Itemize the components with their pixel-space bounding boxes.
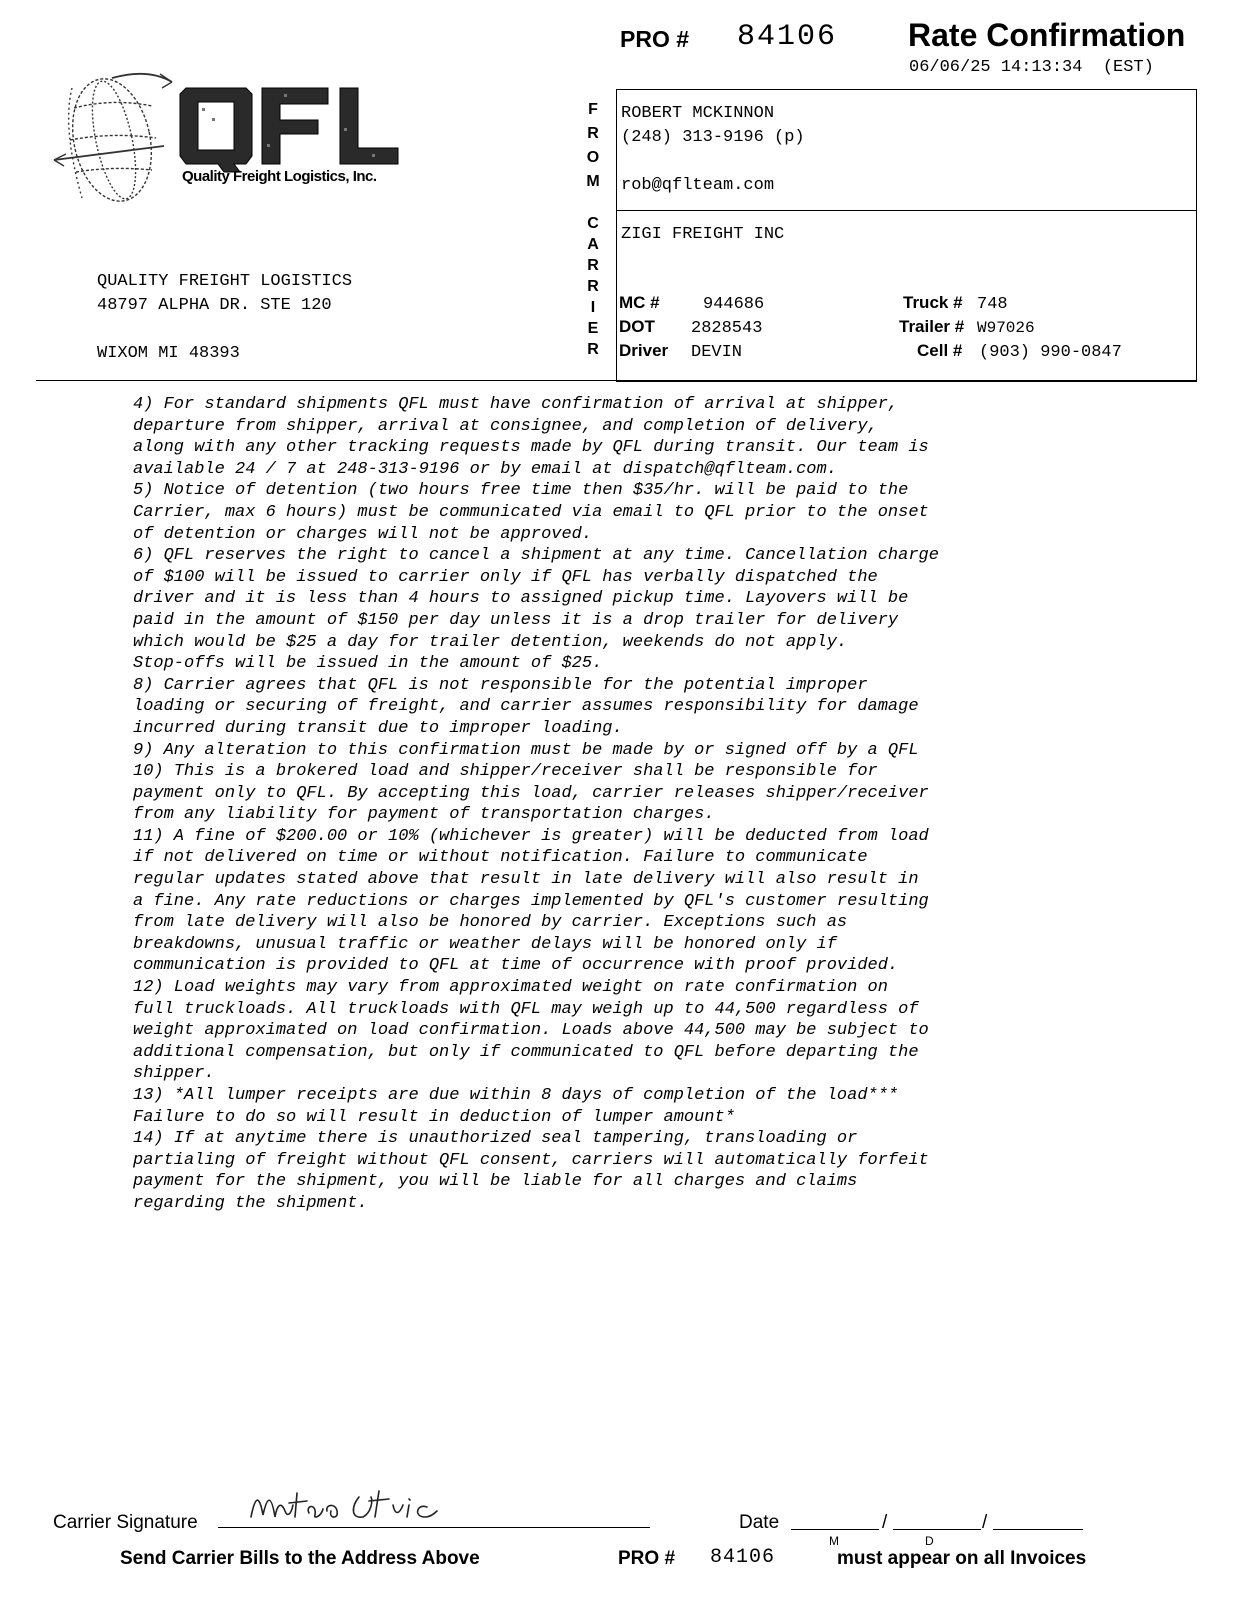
carrier-name: ZIGI FREIGHT INC [621, 225, 785, 244]
date-slash-2: / [982, 1512, 988, 1533]
terms-line: breakdowns, unusual traffic or weather delays will be honored only if [133, 934, 837, 954]
terms-line: if not delivered on time or without notification. Failure to communicate [133, 848, 868, 868]
carrier-vertical-label: C A R R I E R [587, 215, 599, 358]
handwritten-signature [247, 1487, 457, 1529]
terms-line: incurred during transit due to improper loading. [133, 718, 623, 738]
from-vertical-label: F R O M [586, 101, 600, 190]
company-street: 48797 ALPHA DR. STE 120 [97, 296, 332, 315]
footer-pro-label: PRO # [618, 1548, 676, 1569]
terms-line: 10) This is a brokered load and shipper/receiver shall be responsible for [133, 762, 878, 782]
date-day-line[interactable] [893, 1529, 981, 1530]
terms-line: which would be $25 a day for trailer detention, weekends do not apply. [133, 632, 848, 652]
terms-line: 9) Any alteration to this confirmation must be made by or signed off by a QFL [133, 740, 919, 760]
terms-line: regular updates stated above that result in late delivery will also result in [133, 870, 919, 890]
terms-line: full truckloads. All truckloads with QFL may weigh up to 44,500 regardless of [133, 999, 919, 1019]
driver-label: Driver [619, 341, 669, 360]
document-title: Rate Confirmation [908, 17, 1186, 53]
mc-label: MC # [619, 293, 660, 312]
terms-line: Stop-offs will be issued in the amount of $25. [133, 654, 603, 674]
date-year-line[interactable] [993, 1529, 1083, 1530]
terms-line: 11) A fine of $200.00 or 10% (whichever is greater) will be deducted from load [133, 826, 929, 846]
terms-line: 8) Carrier agrees that QFL is not responsible for the potential improper [133, 675, 868, 695]
terms-line: 14) If at anytime there is unauthorized seal tampering, transloading or [133, 1129, 858, 1149]
pro-number: 84106 [737, 20, 838, 54]
terms-line: partialing of freight without QFL consent, carriers will automatically forfeit [133, 1150, 929, 1170]
terms-line: 6) QFL reserves the right to cancel a shipment at any time. Cancellation charge [133, 546, 939, 566]
from-email: rob@qflteam.com [621, 176, 775, 195]
cell-value: (903) 990-0847 [979, 343, 1122, 362]
date-slash-1: / [882, 1512, 888, 1533]
cell-label: Cell # [917, 341, 963, 360]
terms-line: departure from shipper, arrival at consignee, and completion of delivery, [133, 416, 878, 436]
terms-line: of $100 will be issued to carrier only if QFL has verbally dispatched the [133, 567, 878, 587]
day-label: D [925, 1534, 934, 1548]
terms-line: 4) For standard shipments QFL must have confirmation of arrival at shipper, [133, 395, 899, 414]
terms-line: payment only to QFL. By accepting this load, carrier releases shipper/receiver [133, 783, 929, 803]
company-city: WIXOM MI 48393 [97, 344, 240, 363]
terms-line: 12) Load weights may vary from approximated weight on rate confirmation on [133, 978, 888, 998]
terms-line: of detention or charges will not be approved. [133, 524, 593, 544]
terms-line: driver and it is less than 4 hours to assigned pickup time. Layovers will be [133, 589, 909, 609]
logo-tagline: Quality Freight Logistics, Inc. [182, 168, 377, 185]
truck-label: Truck # [903, 293, 963, 312]
terms-line: 13) *All lumper receipts are due within 8 days of completion of the load*** [133, 1086, 899, 1105]
terms-line: regarding the shipment. [133, 1193, 368, 1213]
terms-line: Failure to do so will result in deduction of lumper amount* [133, 1107, 735, 1127]
trailer-value: W97026 [977, 319, 1035, 337]
truck-value: 748 [977, 295, 1008, 314]
terms-line: weight approximated on load confirmation. Loads above 44,500 may be subject to [133, 1021, 929, 1041]
terms-line: along with any other tracking requests made by QFL during transit. Our team is [133, 438, 929, 458]
header-divider [36, 380, 1196, 381]
invoice-note: must appear on all Invoices [837, 1548, 1087, 1569]
globe-icon [52, 68, 412, 218]
date-label: Date [739, 1512, 780, 1533]
company-name: QUALITY FREIGHT LOGISTICS [97, 272, 353, 291]
mc-value: 944686 [703, 295, 765, 314]
terms-line: available 24 / 7 at 248-313-9196 or by email at dispatch@qflteam.com. [133, 459, 837, 479]
terms-line: additional compensation, but only if communicated to QFL before departing the [133, 1042, 919, 1062]
qfl-logo [52, 68, 412, 218]
driver-value: DEVIN [691, 343, 743, 362]
terms-line: communication is provided to QFL at time of occurrence with proof provided. [133, 956, 899, 976]
terms-line: Carrier, max 6 hours) must be communicated via email to QFL prior to the onset [133, 502, 929, 522]
terms-line: loading or securing of freight, and carrier assumes responsibility for damage [133, 697, 919, 717]
dot-value: 2828543 [691, 319, 763, 338]
month-label: M [829, 1534, 839, 1548]
terms-line: from late delivery will also be honored by carrier. Exceptions such as [133, 913, 848, 933]
pro-label: PRO # [620, 26, 690, 52]
carrier-box [616, 210, 1197, 382]
footer-pro-number: 84106 [710, 1546, 776, 1569]
terms-line: paid in the amount of $150 per day unless it is a drop trailer for delivery [133, 610, 899, 630]
date-month-line[interactable] [791, 1529, 879, 1530]
send-bills-note: Send Carrier Bills to the Address Above [120, 1548, 480, 1569]
terms-line: payment for the shipment, you will be liable for all charges and claims [133, 1172, 858, 1192]
dot-label: DOT [619, 317, 655, 336]
trailer-label: Trailer # [899, 317, 965, 336]
terms-section [133, 394, 1133, 1215]
timestamp: 06/06/25 14:13:34 (EST) [909, 58, 1154, 77]
terms-line: a fine. Any rate reductions or charges implemented by QFL's customer resulting [133, 891, 929, 911]
terms-line: shipper. [133, 1064, 215, 1084]
from-name: ROBERT MCKINNON [621, 104, 775, 123]
signature-label: Carrier Signature [53, 1512, 198, 1533]
from-box [616, 89, 1197, 210]
terms-line: from any liability for payment of transportation charges. [133, 805, 715, 825]
terms-line: 5) Notice of detention (two hours free time then $35/hr. will be paid to the [133, 481, 909, 501]
from-phone: (248) 313-9196 (p) [621, 128, 805, 147]
